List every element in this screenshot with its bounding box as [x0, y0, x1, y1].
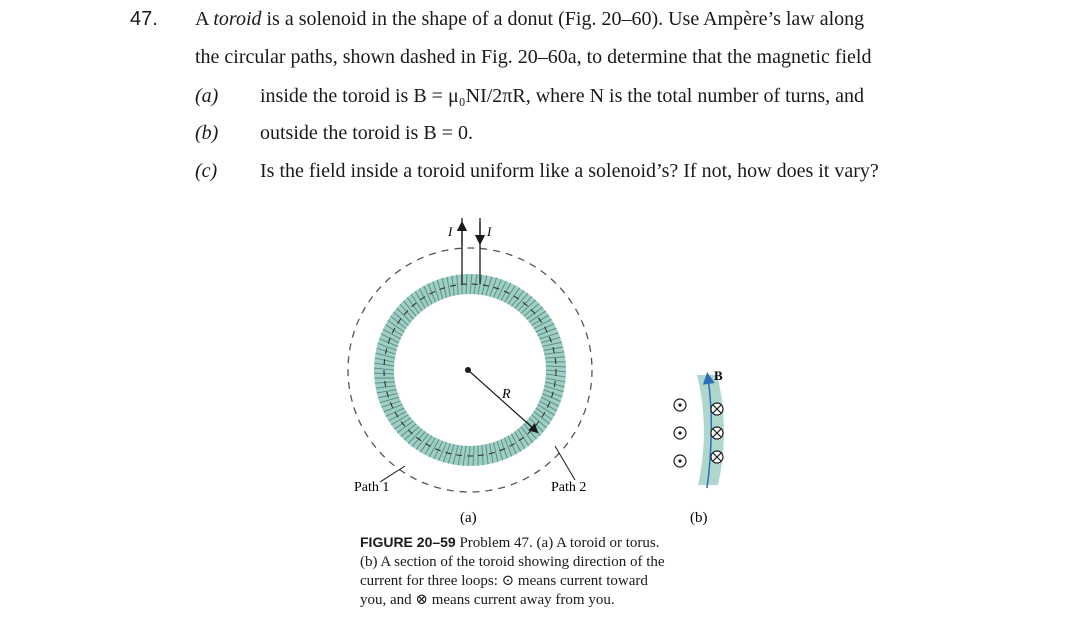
- field-label-b: B⃗: [714, 368, 733, 383]
- caption-line-4: you, and ⊗ means current away from you.: [360, 592, 615, 608]
- figure-caption: [360, 533, 740, 610]
- caption-line-3: current for three loops: ⊙ means current toward: [360, 573, 648, 589]
- path-1-label: Path 1: [354, 480, 390, 495]
- caption-line-2: (b) A section of the toroid showing direction of the: [360, 554, 665, 570]
- problem-line-1: A toroid is a solenoid in the shape of a donut (Fig. 20–60). Use Ampère’s law along: [195, 8, 865, 30]
- subfigure-b-label: (b): [690, 510, 708, 526]
- subfigure-a-label: (a): [460, 510, 477, 526]
- part-a-text: inside the toroid is B = μ₀NI/2πR, where N is the total number of turns, and: [260, 85, 864, 107]
- radius-label: R: [502, 387, 511, 402]
- current-label-down: I: [487, 224, 492, 239]
- path-2-leader: [555, 446, 575, 480]
- part-b-label: (b): [195, 122, 219, 144]
- caption-title: FIGURE 20–59: [360, 534, 456, 550]
- path-2-label: Path 2: [551, 480, 587, 495]
- problem-line-2: the circular paths, shown dashed in Fig. 20–60a, to determine that the magnetic field: [195, 46, 872, 68]
- part-a-label: (a): [195, 85, 219, 107]
- part-b-text: outside the toroid is B = 0.: [260, 122, 473, 144]
- problem-number: 47.: [130, 8, 158, 30]
- part-c-label: (c): [195, 160, 218, 182]
- caption-line-1: Problem 47. (a) A toroid or torus.: [455, 535, 660, 551]
- part-c-text: Is the field inside a toroid uniform like a solenoid’s? If not, how does it vary?: [260, 160, 879, 182]
- current-away-symbols: [711, 403, 723, 463]
- current-toward-symbols: [674, 399, 686, 467]
- current-label-up: I: [448, 224, 453, 239]
